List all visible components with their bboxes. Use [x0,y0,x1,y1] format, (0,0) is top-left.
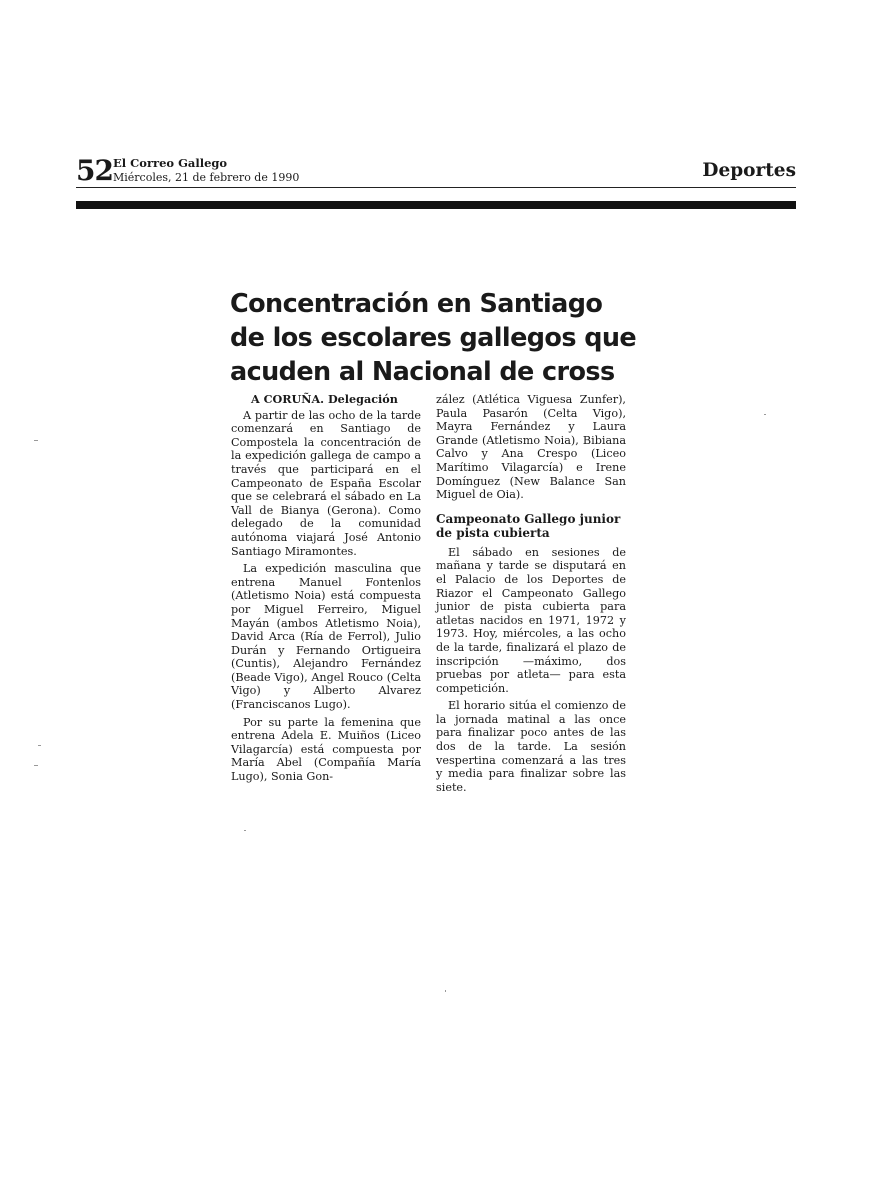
headline-line: Concentración en Santiago [230,289,603,319]
article-paragraph: La expedición masculina que entrena Manuel Fontenlos (Atletismo Noia) está compuesta por Miguel Ferreiro, Miguel Mayán (ambos Atletismo Noia), David Arca (Ría de Ferrol), Julio Durán y Fernando Ortigueira (Cuntis), Alejandro Fernández (Beade Vigo), Angel Rouco (Celta Vigo) y Alberto Alvarez (Franciscanos Lugo). [231,562,421,712]
publication-date: Miércoles, 21 de febrero de 1990 [113,171,300,184]
scan-speck [764,414,766,415]
masthead-thick-rule [76,201,796,209]
page-number: 52 [76,154,113,187]
headline-line: de los escolares gallegos que [230,323,637,353]
scan-speck [38,745,41,746]
section-title: Deportes [702,160,796,181]
article-paragraph: El horario sitúa el comienzo de la jornada matinal a las once para finalizar poco antes de las dos de la tarde. La sesión vespertina comenzará a las tres y media para finalizar sobre las siete. [436,699,626,794]
headline-line: acuden al Nacional de cross [230,357,615,387]
article-subheading: Campeonato Gallego junior de pista cubierta [436,511,621,540]
scan-speck [244,830,246,831]
masthead-thin-rule [76,187,796,188]
masthead [76,156,796,186]
newspaper-name: El Correo Gallego [113,156,228,170]
article-paragraph: Por su parte la femenina que entrena Adela E. Muiños (Liceo Vilagarcía) está compuesta por María Abel (Compañía María Lugo), Sonia Gon- [231,715,421,784]
article-column-right [436,393,626,798]
article-paragraph: A partir de las ocho de la tarde comenzará en Santiago de Compostela la concentración de la expedición gallega de campo a través que participará en el Campeonato de España Escolar que se celebrará el sábado en La Vall de Bianya (Gerona). Como delegado de la comunidad autónoma viajará José Antonio Santiago Miramontes. [231,408,421,558]
scan-speck [34,440,38,441]
article-paragraph-continuation: zález (Atlética Viguesa Zunfer), Paula Pasarón (Celta Vigo), Mayra Fernández y Laura Grande (Atletismo Noia), Bibiana Calvo y Ana Crespo (Liceo Marítimo Vilagarcía) e Irene Domínguez (New Balance San Miguel de Oia). [436,393,626,502]
article-byline: A CORUÑA. Delegación [251,392,398,406]
article-headline [230,287,637,389]
scan-speck [34,765,38,766]
scan-speck [445,990,446,992]
article-column-left [231,393,421,788]
article-paragraph: El sábado en sesiones de mañana y tarde se disputará en el Palacio de los Deportes de Riazor el Campeonato Gallego junior de pista cubierta para atletas nacidos en 1971, 1972 y 1973. Hoy, miércoles, a las ocho de la tarde, finalizará el plazo de inscripción —máximo, dos pruebas por atleta— para esta competición. [436,545,626,695]
